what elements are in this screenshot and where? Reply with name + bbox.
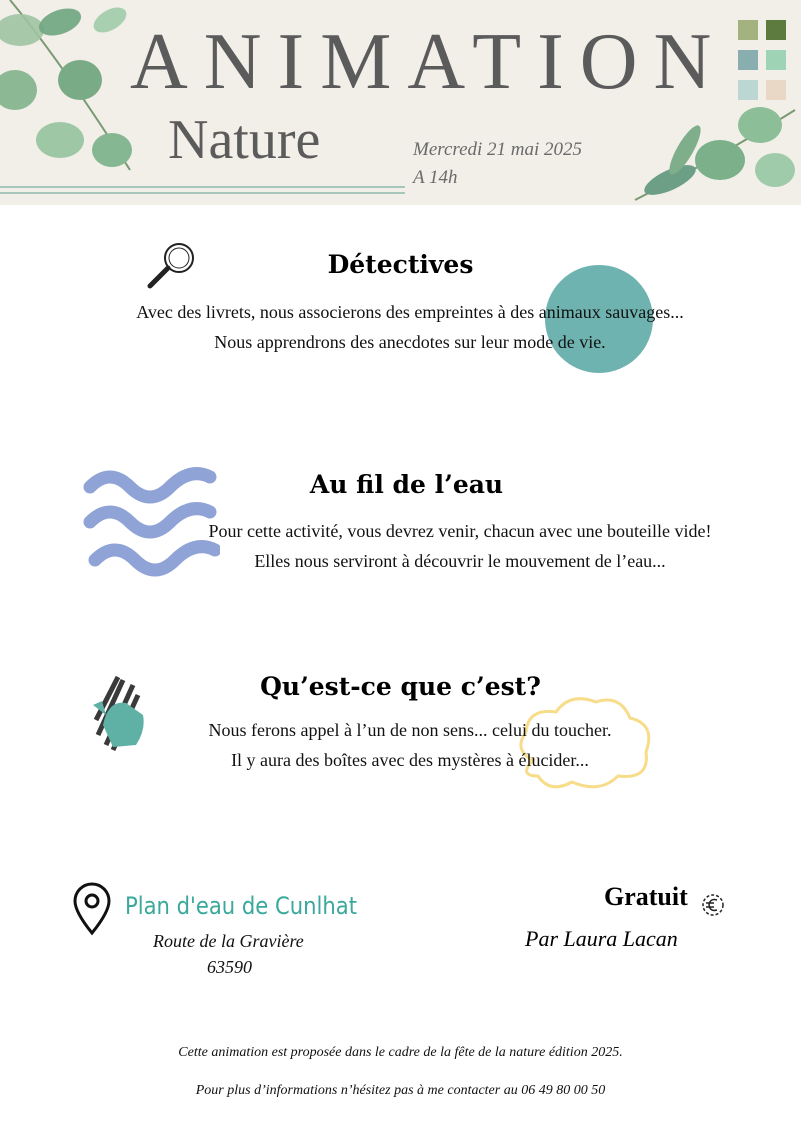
section-text-water <box>150 516 770 576</box>
location-street: Route de la Gravière <box>153 931 304 951</box>
swatch <box>766 50 786 70</box>
text-line: Nous ferons appel à l’un de non sens... celui du toucher. <box>208 720 612 740</box>
section-text-detectives <box>0 297 801 357</box>
organizer-name: Par Laura Lacan <box>525 926 678 951</box>
section-title-mystery: Qu’est-ce que c’est? <box>260 672 541 701</box>
swatch <box>738 80 758 100</box>
text-line: Pour cette activité, vous devrez venir, chacun avec une bouteille vide! <box>208 521 712 541</box>
divider-line <box>0 186 405 188</box>
divider-line <box>0 192 405 194</box>
swatch <box>766 80 786 100</box>
footer-note: Cette animation est proposée dans le cadre de la fête de la nature édition 2025. <box>178 1045 623 1060</box>
text-line: Nous apprendrons des anecdotes sur leur mode de vie. <box>214 332 606 352</box>
euro-coin-icon <box>700 892 726 918</box>
swatch <box>766 20 786 40</box>
price-label: Gratuit <box>604 882 688 911</box>
eucalyptus-leaves-right <box>625 100 801 205</box>
location-pin-icon <box>72 882 112 936</box>
page-subtitle: Nature <box>168 109 321 171</box>
section-title-detectives: Détectives <box>327 250 474 279</box>
location-name: Plan d'eau de Cunlhat <box>125 892 358 920</box>
text-line: Elles nous serviront à découvrir le mouvement de l’eau... <box>254 551 666 571</box>
page-title: ANIMATION <box>130 18 728 106</box>
section-text-mystery <box>0 715 801 775</box>
header-banner <box>0 0 801 205</box>
swatch <box>738 50 758 70</box>
text-line: Il y aura des boîtes avec des mystères à élucider... <box>231 750 589 770</box>
event-time: A 14h <box>413 167 458 188</box>
footer-contact: Pour plus d’informations n’hésitez pas à me contacter au 06 49 80 00 50 <box>195 1083 606 1098</box>
event-date: Mercredi 21 mai 2025 <box>413 139 583 160</box>
event-datetime <box>413 136 582 192</box>
swatch <box>738 20 758 40</box>
section-title-water: Au fil de l’eau <box>309 470 504 499</box>
text-line: Avec des livrets, nous associerons des empreintes à des animaux sauvages... <box>136 302 684 322</box>
eucalyptus-leaves-left <box>0 0 140 180</box>
location-postcode: 63590 <box>207 957 252 977</box>
